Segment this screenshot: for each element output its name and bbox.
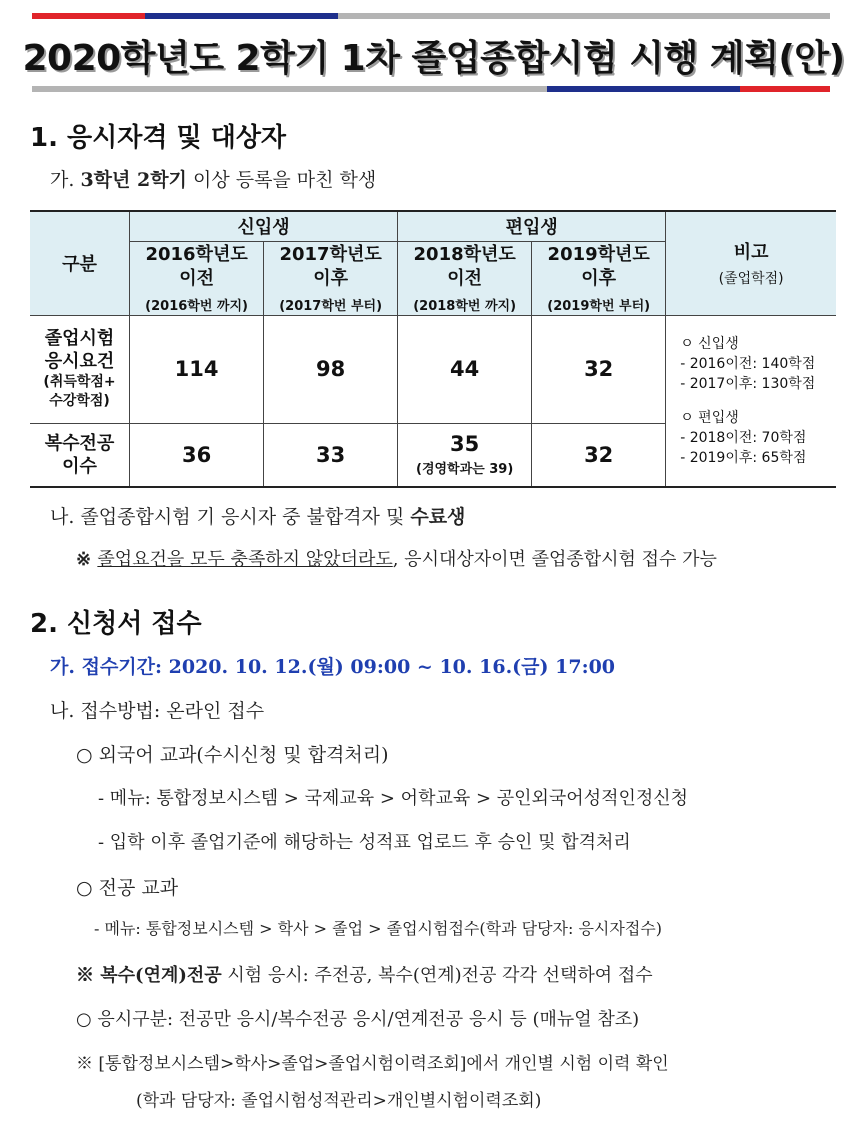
application-period: 가. 접수기간: 2020. 10. 12.(월) 09:00 ~ 10. 16.(금) 17:00 — [50, 656, 616, 678]
col-2018-range: (2018학번 까지) — [413, 298, 517, 314]
col-2017-when: 이후 — [313, 267, 349, 289]
note-underlined: 졸업요건을 모두 충족하지 않았더라도 — [97, 549, 393, 570]
item-na-prefix: 나. 졸업종합시험 기 응시자 중 불합격자 및 — [50, 506, 411, 528]
title-bar-top-navy — [145, 13, 338, 19]
note-line-transfer: ㅇ 편입생 — [680, 409, 739, 426]
double-rest: 시험 응시: 주전공, 복수(연계)전공 각각 선택하여 접수 — [221, 965, 653, 986]
application-method: 나. 접수방법: 온라인 접수 — [50, 700, 265, 722]
col-2019-year: 2019학년도 — [547, 243, 650, 265]
eligibility-table — [30, 210, 836, 488]
row1-label-line4: 수강학점) — [49, 393, 110, 409]
col-2016-when: 이전 — [179, 267, 214, 289]
foreign-language-menu: - 메뉴: 통합정보시스템 > 국제교육 > 어학교육 > 공인외국어성적인정신청 — [98, 788, 689, 809]
foreign-language-title: ○ 외국어 교과(수시신청 및 합격처리) — [76, 744, 389, 766]
title-bar-bottom-red — [740, 86, 830, 92]
row2-value-2019: 32 — [532, 423, 666, 487]
section1-item-na — [50, 502, 465, 529]
foreign-language-after: - 입학 이후 졸업기준에 해당하는 성적표 업로드 후 승인 및 합격처리 — [98, 832, 631, 853]
exam-history-line1: ※ [통합정보시스템>학사>졸업>졸업시험이력조회]에서 개인별 시험 이력 확인 — [76, 1054, 669, 1074]
table-header-transfer-students: 편입생 — [398, 211, 666, 241]
double-major-note — [76, 961, 653, 987]
double-mark: ※ — [76, 965, 101, 986]
row1-label-line3: (취득학점+ — [43, 374, 116, 390]
table-col-2018 — [398, 241, 532, 315]
note-header-sub: (졸업학점) — [718, 271, 784, 288]
table-header-new-students: 신입생 — [130, 211, 398, 241]
note-line-transfer-2018: - 2018이전: 70학점 — [680, 429, 807, 446]
note-line-transfer-2019: - 2019이후: 65학점 — [680, 449, 807, 466]
col-2019-range: (2019학번 부터) — [547, 298, 651, 314]
table-col-2017 — [264, 241, 398, 315]
row2-label-line2: 이수 — [62, 455, 97, 477]
item-ga-prefix: 가. — [50, 169, 81, 191]
row1-value-2018: 44 — [398, 315, 532, 423]
row1-value-2016: 114 — [130, 315, 264, 423]
note-line-new-2017: - 2017이후: 130학점 — [680, 375, 816, 392]
col-2016-year: 2016학년도 — [145, 243, 248, 265]
section2-heading: 2. 신청서 접수 — [30, 609, 202, 639]
col-2016-range: (2016학번 까지) — [145, 298, 248, 314]
item-ga-rest: 이상 등록을 마친 학생 — [186, 169, 377, 191]
col-2018-when: 이전 — [447, 267, 483, 289]
major-menu: - 메뉴: 통합정보시스템 > 학사 > 졸업 > 졸업시험접수(학과 담당자: 응시자접수) — [94, 919, 662, 938]
col-2017-year: 2017학년도 — [279, 243, 382, 265]
table-row — [30, 315, 836, 423]
row1-value-2019: 32 — [532, 315, 666, 423]
row1-label-line1: 졸업시험 — [44, 328, 115, 349]
row2-value-2016: 36 — [130, 423, 264, 487]
note-line-new-2016: - 2016이전: 140학점 — [680, 355, 816, 372]
table-header-gubun: 구분 — [30, 211, 130, 315]
major-title: ○ 전공 교과 — [76, 877, 179, 899]
title-bar-bottom-navy — [547, 86, 740, 92]
section1-note — [76, 545, 717, 571]
note-line-new: ㅇ 신입생 — [680, 335, 739, 352]
col-2018-year: 2018학년도 — [413, 243, 516, 265]
row1-label-line2: 응시요건 — [44, 351, 115, 372]
table-col-2016 — [130, 241, 264, 315]
double-bold: 복수(연계)전공 — [100, 965, 222, 986]
col-2017-range: (2017학번 부터) — [279, 298, 383, 314]
note-rest: , 응시대상자이면 졸업종합시험 접수 가능 — [392, 549, 717, 570]
table-col-2019 — [532, 241, 666, 315]
graduation-credit-notes — [666, 315, 836, 487]
row2-value-2018 — [398, 423, 532, 487]
item-na-bold: 수료생 — [410, 506, 466, 528]
row2-value-2017: 33 — [264, 423, 398, 487]
row-label-double-major — [30, 423, 130, 487]
row2-value-2018-main: 35 — [450, 432, 480, 457]
row2-label-line1: 복수전공 — [44, 432, 115, 454]
title-bar-top-gray — [338, 13, 830, 19]
row1-value-2017: 98 — [264, 315, 398, 423]
col-2019-when: 이후 — [581, 267, 617, 289]
table-header-note — [666, 211, 836, 315]
exam-history-line2: (학과 담당자: 졸업시험성적관리>개인별시험이력조회) — [136, 1091, 542, 1111]
section1-heading: 1. 응시자격 및 대상자 — [30, 123, 287, 153]
note-header-label: 비고 — [733, 242, 769, 264]
item-ga-bold: 3학년 2학기 — [80, 169, 187, 191]
section1-item-ga — [50, 165, 376, 192]
exam-types: ○ 응시구분: 전공만 응시/복수전공 응시/연계전공 응시 등 (매뉴얼 참조) — [76, 1009, 640, 1030]
row-label-exam-requirement — [30, 315, 130, 423]
row2-value-2018-sub: (경영학과는 39) — [416, 462, 514, 478]
note-mark: ※ — [76, 549, 98, 570]
title-bar-top-red — [32, 13, 145, 19]
page-title: 2020학년도 2학기 1차 졸업종합시험 시행 계획(안) — [22, 38, 845, 79]
title-bar-bottom-gray — [32, 86, 547, 92]
